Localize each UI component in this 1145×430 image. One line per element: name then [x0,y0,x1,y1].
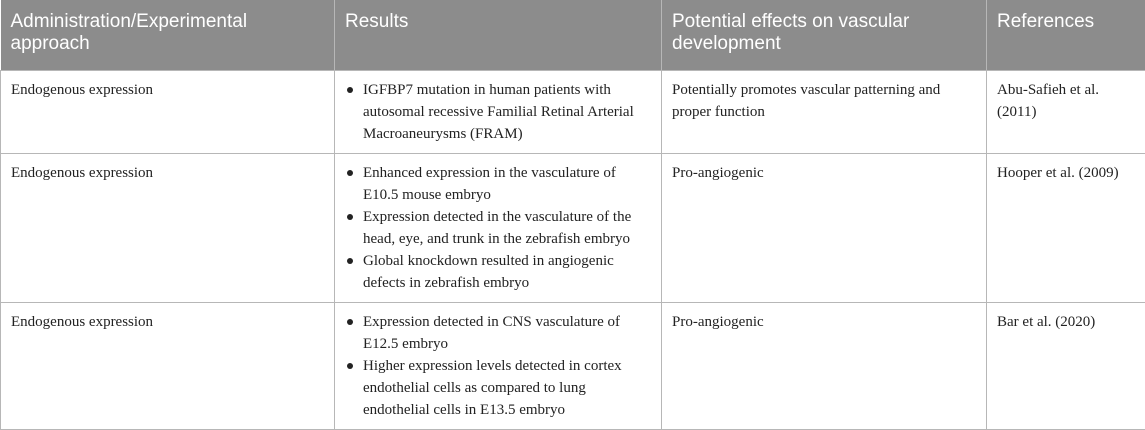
table-header [1,0,1145,70]
result-item: IGFBP7 mutation in human patients with autosomal recessive Familial Retinal Arterial Macroaneurysms (FRAM) [345,79,651,145]
table-row [1,70,1145,153]
table-body [1,70,1145,429]
cell-reference: Hooper et al. (2009) [987,153,1145,302]
cell-approach: Endogenous expression [1,153,335,302]
cell-reference: Abu-Safieh et al. (2011) [987,70,1145,153]
header-results: Results [335,0,662,70]
table-row [1,153,1145,302]
header-effects: Potential effects on vascular development [662,0,987,70]
cell-reference: Bar et al. (2020) [987,302,1145,429]
bullet-icon [347,170,353,176]
header-approach: Administration/Experimental approach [1,0,335,70]
cell-results [335,153,662,302]
cell-effects: Potentially promotes vascular patterning and proper function [662,70,987,153]
cell-effects: Pro-angiogenic [662,153,987,302]
result-item: Expression detected in CNS vasculature of E12.5 embryo [345,311,651,355]
results-list [345,311,651,421]
cell-results [335,70,662,153]
bullet-icon [347,87,353,93]
bullet-icon [347,363,353,369]
results-list [345,162,651,294]
cell-effects: Pro-angiogenic [662,302,987,429]
bullet-icon [347,258,353,264]
result-item: Expression detected in the vasculature of the head, eye, and trunk in the zebrafish embryo [345,206,651,250]
result-item: Enhanced expression in the vasculature of E10.5 mouse embryo [345,162,651,206]
result-item: Higher expression levels detected in cortex endothelial cells as compared to lung endothelial cells in E13.5 embryo [345,355,651,421]
results-list [345,79,651,145]
cell-results [335,302,662,429]
cell-approach: Endogenous expression [1,302,335,429]
header-row [1,0,1145,70]
table-row [1,302,1145,429]
bullet-icon [347,319,353,325]
cell-approach: Endogenous expression [1,70,335,153]
bullet-icon [347,214,353,220]
header-references: References [987,0,1145,70]
result-item: Global knockdown resulted in angiogenic defects in zebrafish embryo [345,250,651,294]
